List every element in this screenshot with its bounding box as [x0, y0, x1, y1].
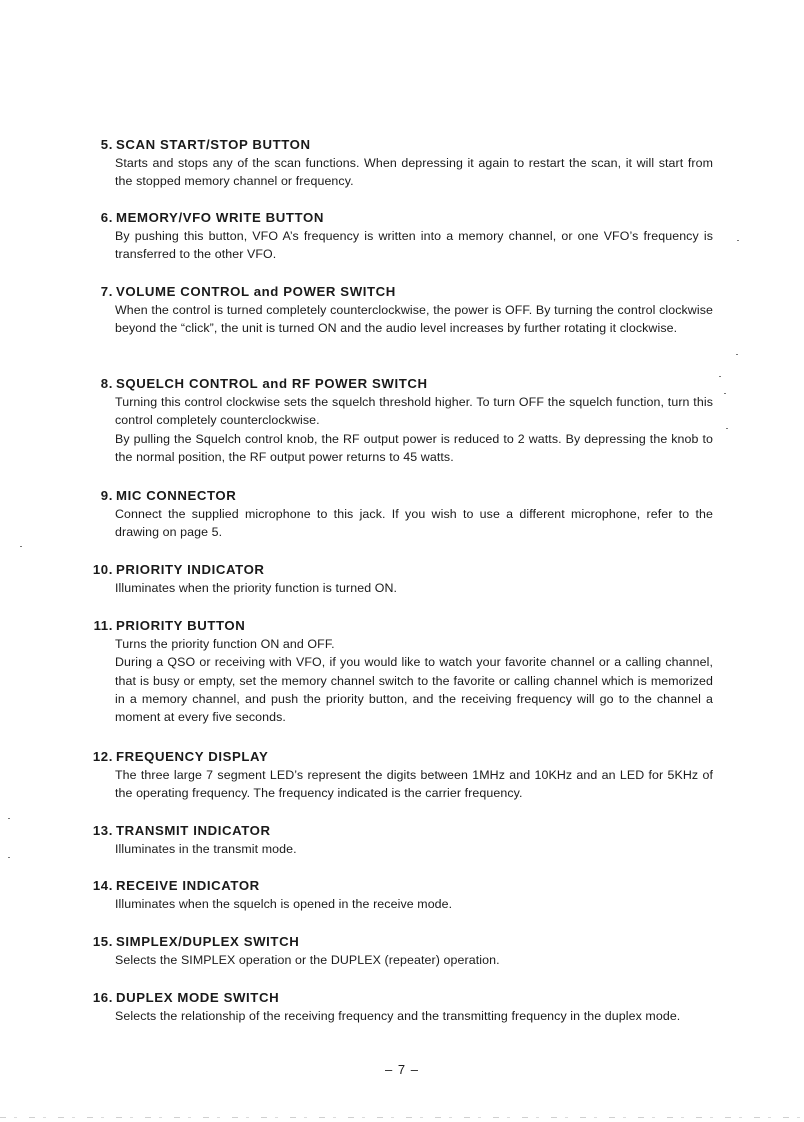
item-description — [115, 227, 713, 264]
scan-edge-noise — [0, 1117, 804, 1118]
item-heading — [89, 933, 713, 951]
scan-speck — [719, 376, 721, 377]
description-paragraph: Starts and stops any of the scan functions. When depressing it again to restart the scan, it will start from the stopped memory channel or frequency. — [115, 156, 713, 189]
item-number: 14. — [92, 878, 113, 893]
item-heading — [89, 822, 713, 840]
item-description — [115, 393, 713, 466]
item-description — [115, 635, 713, 726]
item-heading — [89, 209, 713, 227]
item-16-duplex-mode-switch — [89, 989, 713, 1025]
scan-speck — [736, 354, 738, 355]
item-14-receive-indicator — [89, 877, 713, 913]
page-number: – 7 – — [385, 1062, 419, 1077]
item-title: FREQUENCY DISPLAY — [116, 749, 269, 764]
item-number: 15. — [92, 934, 113, 949]
item-number: 6. — [100, 210, 113, 225]
item-title: SIMPLEX/DUPLEX SWITCH — [116, 934, 300, 949]
item-description — [115, 154, 713, 191]
item-description — [115, 766, 713, 803]
item-heading — [89, 989, 713, 1007]
scan-speck — [724, 393, 726, 394]
item-heading — [89, 561, 713, 579]
item-5-scan-start-stop — [89, 136, 713, 191]
description-paragraph: By pushing this button, VFO A’s frequency is written into a memory channel, or one VFO’s frequency is transferred to the other VFO. — [115, 229, 713, 262]
item-heading — [89, 487, 713, 505]
item-9-mic-connector — [89, 487, 713, 542]
description-paragraph: Selects the SIMPLEX operation or the DUPLEX (repeater) operation. — [115, 953, 500, 967]
scan-speck — [8, 818, 10, 819]
item-number: 9. — [100, 488, 113, 503]
description-paragraph: When the control is turned completely counterclockwise, the power is OFF. By turning the control clockwise beyond the “click”, the unit is turned ON and the audio level increases by further rotating it clockwise. — [115, 303, 713, 336]
item-number: 13. — [92, 823, 113, 838]
item-number: 12. — [92, 749, 113, 764]
item-6-memory-vfo-write — [89, 209, 713, 264]
description-paragraph: During a QSO or receiving with VFO, if you would like to watch your favorite channel or a calling channel, that is busy or empty, set the memory channel switch to the favorite or calling channel which is memorized in a memory channel, and push the priority button, and the receiving frequency will go to the channel a moment at every five seconds. — [115, 655, 713, 725]
item-number: 10. — [92, 562, 113, 577]
item-description — [115, 840, 713, 858]
description-paragraph: Turning this control clockwise sets the squelch threshold higher. To turn OFF the squelch function, turn this control completely counterclockwise. — [115, 395, 713, 428]
item-10-priority-indicator — [89, 561, 713, 597]
item-15-simplex-duplex-switch — [89, 933, 713, 969]
description-paragraph: Illuminates when the squelch is opened in the receive mode. — [115, 897, 453, 911]
item-number: 5. — [100, 137, 113, 152]
item-number: 16. — [92, 990, 113, 1005]
item-title: SQUELCH CONTROL and RF POWER SWITCH — [116, 376, 428, 391]
item-heading — [89, 748, 713, 766]
item-title: MIC CONNECTOR — [116, 488, 237, 503]
item-title: DUPLEX MODE SWITCH — [116, 990, 280, 1005]
item-12-frequency-display — [89, 748, 713, 803]
item-description — [115, 951, 713, 969]
item-title: VOLUME CONTROL and POWER SWITCH — [116, 284, 396, 299]
item-number: 7. — [100, 284, 113, 299]
description-paragraph: Connect the supplied microphone to this jack. If you wish to use a different microphone, refer to the drawing on page 5. — [115, 507, 713, 540]
scan-speck — [20, 546, 22, 547]
item-heading — [89, 617, 713, 635]
description-paragraph: Illuminates in the transmit mode. — [115, 842, 297, 856]
item-title: PRIORITY BUTTON — [116, 618, 246, 633]
item-heading — [89, 375, 713, 393]
description-paragraph: Illuminates when the priority function is turned ON. — [115, 581, 398, 595]
item-11-priority-button — [89, 617, 713, 726]
description-paragraph: By pulling the Squelch control knob, the RF output power is reduced to 2 watts. By depressing the knob to the normal position, the RF output power returns to 45 watts. — [115, 431, 713, 464]
description-paragraph: The three large 7 segment LED’s represent the digits between 1MHz and 10KHz and an LED for 5KHz of the operating frequency. The frequency indicated is the carrier frequency. — [115, 768, 713, 801]
item-title: TRANSMIT INDICATOR — [116, 823, 271, 838]
item-description — [115, 301, 713, 338]
item-title: MEMORY/VFO WRITE BUTTON — [116, 210, 324, 225]
description-paragraph: Turns the priority function ON and OFF. — [115, 637, 335, 651]
scan-speck — [726, 428, 728, 429]
item-description — [115, 505, 713, 542]
scan-speck — [8, 857, 10, 858]
item-heading — [89, 877, 713, 895]
item-number: 8. — [100, 376, 113, 391]
item-title: SCAN START/STOP BUTTON — [116, 137, 311, 152]
item-7-volume-power — [89, 283, 713, 338]
item-heading — [89, 283, 713, 301]
item-13-transmit-indicator — [89, 822, 713, 858]
item-title: PRIORITY INDICATOR — [116, 562, 265, 577]
scan-speck — [737, 240, 739, 241]
item-heading — [89, 136, 713, 154]
description-paragraph: Selects the relationship of the receiving frequency and the transmitting frequency in the duplex mode. — [115, 1009, 681, 1023]
item-description — [115, 579, 713, 597]
item-8-squelch-rf-power — [89, 375, 713, 466]
item-title: RECEIVE INDICATOR — [116, 878, 260, 893]
item-description — [115, 895, 713, 913]
item-description — [115, 1007, 713, 1025]
item-number: 11. — [93, 618, 113, 633]
